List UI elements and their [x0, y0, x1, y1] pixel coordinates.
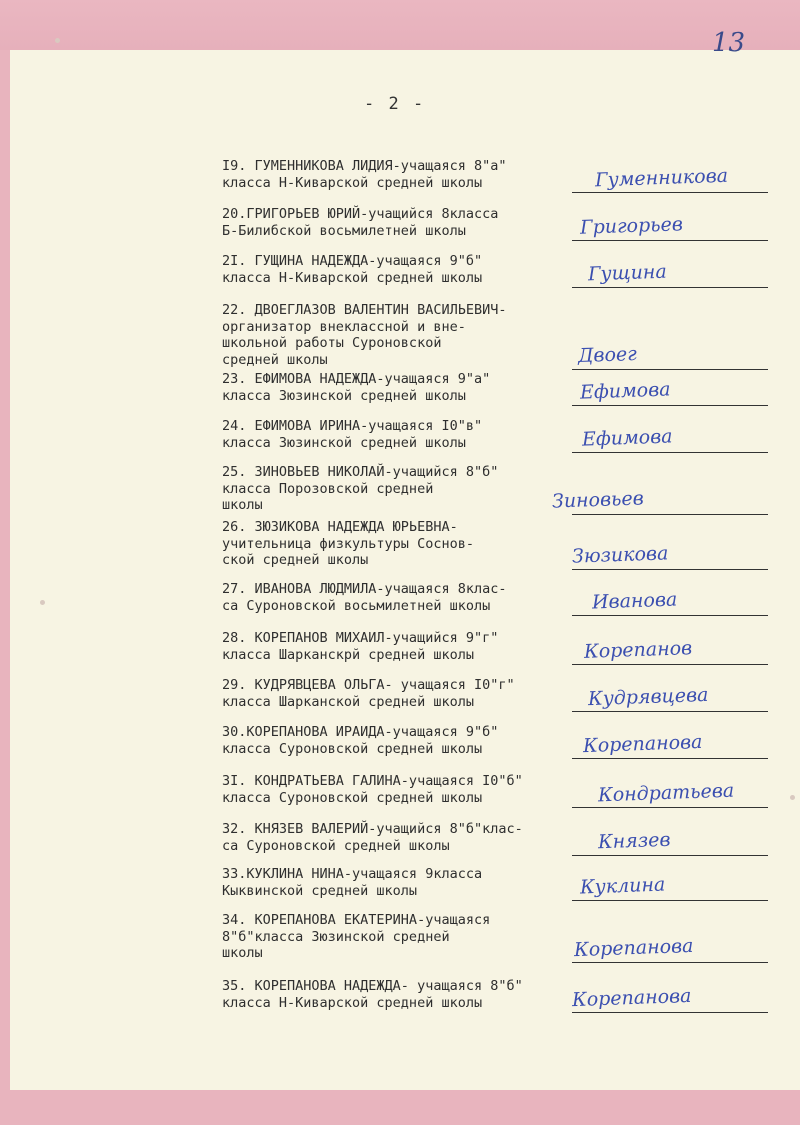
entry-text-line: 8"б"класса Зюзинской средней: [222, 928, 450, 945]
entry-text-line: класса Н-Киварской средней школы: [222, 174, 483, 191]
signature-line: [572, 240, 768, 241]
entry-text-line: 25. ЗИНОВЬЕВ НИКОЛАЙ-учащийся 8"б": [222, 464, 499, 480]
signature-line: [572, 758, 768, 759]
signature-line: [572, 900, 768, 901]
entry-text-line: 34. КОРЕПАНОВА ЕКАТЕРИНА-учащаяся: [222, 912, 491, 928]
list-entry: [222, 371, 490, 404]
list-entry: [222, 724, 498, 757]
entry-text-line: класса Суроновской средней школы: [222, 789, 483, 806]
entry-text-line: 33.КУКЛИНА НИНА-учащаяся 9класса: [222, 866, 483, 882]
list-entry: [222, 302, 506, 368]
handwritten-signature: Куклина: [579, 873, 666, 898]
entry-text-line: класса Суроновской средней школы: [222, 740, 483, 757]
signature-line: [572, 664, 768, 665]
page-number: - 2 -: [364, 94, 426, 114]
list-entry: [222, 866, 482, 899]
top-strip: [0, 0, 800, 50]
signature-line: [572, 287, 768, 288]
entry-text-line: класса Шарканскрй средней школы: [222, 646, 474, 663]
list-entry: [222, 418, 482, 451]
handwritten-signature: Зиновьев: [551, 487, 645, 513]
list-entry: [222, 677, 515, 710]
handwritten-signature: Корепанов: [583, 636, 693, 663]
handwritten-signature: Гуменникова: [594, 164, 729, 191]
handwritten-signature: Корепанова: [582, 730, 703, 757]
punch-hole: [790, 795, 795, 800]
handwritten-signature: Корепанова: [571, 984, 692, 1011]
list-entry: [222, 581, 506, 614]
signature-line: [572, 369, 768, 370]
handwritten-signature: Кондратьева: [597, 779, 735, 806]
signature-line: [572, 192, 768, 193]
entry-text-line: 32. КНЯЗЕВ ВАЛЕРИЙ-учащийся 8"б"клас-: [222, 821, 523, 837]
entry-text-line: 28. КОРЕПАНОВ МИХАИЛ-учащийся 9"г": [222, 630, 499, 646]
entry-text-line: Кыквинской средней школы: [222, 882, 418, 899]
handwritten-signature: Гущина: [587, 260, 668, 285]
signature-line: [572, 962, 768, 963]
signature-line: [572, 405, 768, 406]
signature-line: [572, 452, 768, 453]
list-entry: [222, 253, 482, 286]
list-entry: [222, 158, 506, 191]
handwritten-signature: Ефимова: [579, 377, 671, 404]
entry-text-line: I9. ГУМЕННИКОВА ЛИДИЯ-учащаяся 8"а": [222, 158, 507, 174]
entry-text-line: 3I. КОНДРАТЬЕВА ГАЛИНА-учащаяся I0"б": [222, 773, 523, 789]
list-entry: [222, 912, 490, 962]
entry-text-line: 29. КУДРЯВЦЕВА ОЛЬГА- учащаяся I0"г": [222, 677, 515, 693]
handwritten-signature: Кудрявцева: [587, 683, 709, 710]
entry-text-line: 20.ГРИГОРЬЕВ ЮРИЙ-учащийся 8класса: [222, 206, 499, 222]
list-entry: [222, 464, 498, 514]
entry-text-line: Б-Билибской восьмилетней школы: [222, 222, 466, 239]
entry-text-line: школьной работы Суроновской: [222, 335, 442, 351]
list-entry: [222, 630, 498, 663]
entry-text-line: 24. ЕФИМОВА ИРИНА-учащаяся I0"в": [222, 418, 483, 434]
entry-text-line: класса Н-Киварской средней школы: [222, 994, 483, 1011]
handwritten-signature: Двоег: [577, 342, 638, 367]
entry-text-line: 2I. ГУЩИНА НАДЕЖДА-учащаяся 9"б": [222, 253, 483, 269]
list-entry: [222, 773, 523, 806]
entry-text-line: са Суроновской средней школы: [222, 837, 450, 854]
entry-text-line: класса Н-Киварской средней школы: [222, 269, 483, 286]
handwritten-signature: Корепанова: [573, 934, 694, 962]
entry-text-line: класса Зюзинской средней школы: [222, 434, 466, 451]
signature-line: [572, 1012, 768, 1013]
signature-line: [572, 711, 768, 712]
entry-text-line: 26. ЗЮЗИКОВА НАДЕЖДА ЮРЬЕВНА-: [222, 519, 458, 535]
entry-text-line: школы: [222, 945, 263, 961]
handwritten-signature: Ефимова: [581, 424, 673, 451]
entry-text-line: 35. КОРЕПАНОВА НАДЕЖДА- учащаяся 8"б": [222, 978, 523, 994]
list-entry: [222, 519, 474, 569]
signature-line: [572, 569, 768, 570]
list-entry: [222, 978, 523, 1011]
punch-hole: [40, 600, 45, 605]
handwritten-signature: Князев: [597, 828, 671, 853]
entry-text-line: учительница физкультуры Соснов-: [222, 535, 474, 552]
punch-hole: [55, 38, 60, 43]
entry-text-line: 30.КОРЕПАНОВА ИРАИДА-учащаяся 9"б": [222, 724, 499, 740]
entry-text-line: 23. ЕФИМОВА НАДЕЖДА-учащаяся 9"а": [222, 371, 491, 387]
entry-text-line: организатор внеклассной и вне-: [222, 318, 466, 335]
entry-text-line: класса Шарканской средней школы: [222, 693, 474, 710]
handwritten-signature: Иванова: [591, 588, 678, 613]
entry-text-line: средней школы: [222, 351, 328, 368]
signature-line: [572, 514, 768, 515]
entry-text-line: школы: [222, 497, 263, 513]
entry-text-line: са Суроновской восьмилетней школы: [222, 597, 491, 614]
handwritten-signature: Григорьев: [579, 212, 684, 239]
signature-line: [572, 807, 768, 808]
signature-line: [572, 855, 768, 856]
entry-text-line: 22. ДВОЕГЛАЗОВ ВАЛЕНТИН ВАСИЛЬЕВИЧ-: [222, 302, 507, 318]
bottom-strip: [0, 1090, 800, 1125]
entry-text-line: 27. ИВАНОВА ЛЮДМИЛА-учащаяся 8клас-: [222, 581, 507, 597]
entry-text-line: класса Зюзинской средней школы: [222, 387, 466, 404]
sheet-number: 13: [712, 28, 746, 58]
list-entry: [222, 206, 498, 239]
entry-text-line: ской средней школы: [222, 552, 369, 568]
handwritten-signature: Зюзикова: [571, 542, 669, 568]
signature-line: [572, 615, 768, 616]
list-entry: [222, 821, 523, 854]
entry-text-line: класса Порозовской средней: [222, 480, 434, 497]
